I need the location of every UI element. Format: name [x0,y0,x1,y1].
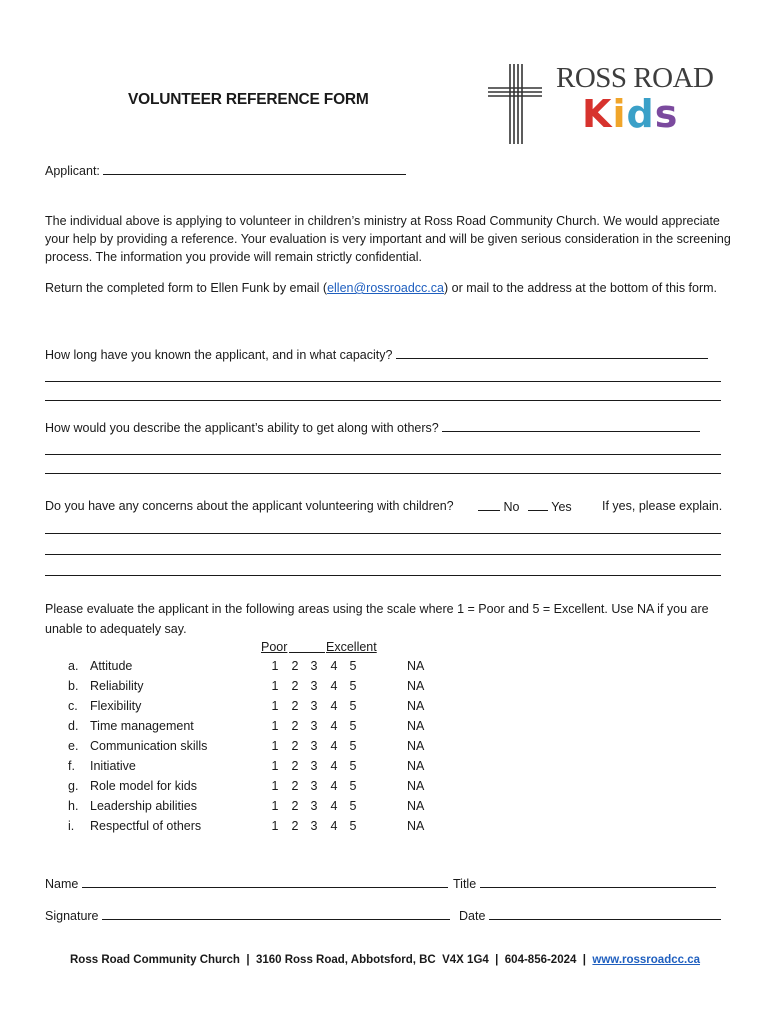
question-known [45,347,708,362]
rating-option-na[interactable]: NA [407,719,425,733]
rating-option-2[interactable]: 2 [291,699,299,713]
answer-line[interactable] [45,473,721,474]
applicant-input-line[interactable] [103,163,406,175]
question-concerns-text: Do you have any concerns about the applicant volunteering with children? [45,499,454,513]
answer-line[interactable] [45,533,721,534]
rating-option-3[interactable]: 3 [310,719,318,733]
rating-option-na[interactable]: NA [407,759,425,773]
date-input-line[interactable] [489,908,721,920]
rating-option-2[interactable]: 2 [291,779,299,793]
item-letter: a. [68,659,79,673]
rating-row [0,659,770,679]
rating-option-1[interactable]: 1 [271,739,279,753]
answer-line[interactable] [396,347,708,359]
rating-row [0,739,770,759]
page-title: VOLUNTEER REFERENCE FORM [128,91,369,108]
item-label: Attitude [90,659,133,673]
rating-row [0,759,770,779]
rating-option-1[interactable]: 1 [271,699,279,713]
no-label: No [503,500,520,514]
rating-option-2[interactable]: 2 [291,739,299,753]
footer-address: Ross Road Community Church | 3160 Ross Road, Abbotsford, BC V4X 1G4 | 604-856-2024 | [70,954,593,966]
rating-option-na[interactable]: NA [407,739,425,753]
rating-option-na[interactable]: NA [407,819,425,833]
rating-option-5[interactable]: 5 [349,699,357,713]
title-field[interactable] [453,876,716,891]
rating-option-5[interactable]: 5 [349,779,357,793]
title-label: Title [453,877,477,891]
logo-kids-text [582,92,678,136]
email-link[interactable]: ellen@rossroadcc.ca [327,281,444,295]
rating-option-5[interactable]: 5 [349,719,357,733]
rating-option-3[interactable]: 3 [310,779,318,793]
logo-ross-road-text: ROSS ROAD [556,62,714,94]
item-label: Respectful of others [90,819,202,833]
rating-option-4[interactable]: 4 [330,799,338,813]
rating-option-na[interactable]: NA [407,779,425,793]
intro-paragraph: The individual above is applying to volunteer in children’s ministry at Ross Road Community Church. We would appreciate your help by providing a reference. Your evaluation is very important and will be given serious consideration in the screening process. The information you provide will remain strictly confidential. [45,214,731,264]
item-letter: b. [68,679,79,693]
item-label: Leadership abilities [90,799,198,813]
rating-option-3[interactable]: 3 [310,759,318,773]
rating-option-5[interactable]: 5 [349,739,357,753]
rating-option-4[interactable]: 4 [330,819,338,833]
rating-option-4[interactable]: 4 [330,779,338,793]
rating-option-4[interactable]: 4 [330,739,338,753]
scale-poor-label: Poor [261,640,288,654]
rating-option-na[interactable]: NA [407,799,425,813]
rating-option-na[interactable]: NA [407,679,425,693]
rating-option-4[interactable]: 4 [330,659,338,673]
rating-option-5[interactable]: 5 [349,759,357,773]
return-text: Return the completed form to Ellen Funk by email ( [45,281,328,295]
website-link[interactable]: www.rossroadcc.ca [592,954,700,966]
rating-option-1[interactable]: 1 [271,799,279,813]
rating-row [0,719,770,739]
cross-logo-icon [486,62,544,146]
rating-option-2[interactable]: 2 [291,679,299,693]
item-label: Reliability [90,679,144,693]
rating-row [0,799,770,819]
logo-kids-letter: i [612,92,627,136]
rating-option-1[interactable]: 1 [271,819,279,833]
answer-line[interactable] [45,454,721,455]
rating-option-2[interactable]: 2 [291,719,299,733]
question-get-along [45,420,700,435]
item-letter: c. [68,699,78,713]
logo-kids-letter: K [582,92,613,136]
rating-option-5[interactable]: 5 [349,679,357,693]
name-label: Name [45,877,79,891]
rating-option-na[interactable]: NA [407,659,425,673]
rating-option-3[interactable]: 3 [310,699,318,713]
rating-row [0,679,770,699]
return-text: ) or mail to the address at the bottom of this form. [444,281,718,295]
rating-option-1[interactable]: 1 [271,759,279,773]
rating-option-5[interactable]: 5 [349,659,357,673]
rating-row [0,779,770,799]
item-label: Communication skills [90,739,208,753]
item-label: Role model for kids [90,779,197,793]
item-letter: g. [68,779,79,793]
applicant-label: Applicant: [45,164,100,178]
name-input-line[interactable] [82,876,448,888]
item-label: Initiative [90,759,136,773]
checkbox-line[interactable] [528,499,548,511]
rating-option-3[interactable]: 3 [310,799,318,813]
question-known-text: How long have you known the applicant, and in what capacity? [45,348,393,362]
rating-option-4[interactable]: 4 [330,679,338,693]
yes-label: Yes [551,500,572,514]
signature-field[interactable] [45,908,450,923]
rating-option-4[interactable]: 4 [330,699,338,713]
item-label: Time management [90,719,194,733]
item-label: Flexibility [90,699,142,713]
applicant-field[interactable] [45,163,406,178]
rating-option-3[interactable]: 3 [310,739,318,753]
rating-option-2[interactable]: 2 [291,659,299,673]
logo-kids-letter: d [626,92,655,136]
rating-option-3[interactable]: 3 [310,679,318,693]
item-letter: d. [68,719,79,733]
concerns-no-option[interactable] [478,499,519,514]
answer-line[interactable] [45,381,721,382]
concerns-yes-option[interactable] [528,499,572,514]
evaluation-intro: Please evaluate the applicant in the following areas using the scale where 1 = Poor and 5 = Excellent. Use NA if you are unable to adequately say. [45,602,709,636]
checkbox-line[interactable] [478,499,500,511]
rating-option-1[interactable]: 1 [271,779,279,793]
rating-option-1[interactable]: 1 [271,659,279,673]
question-get-along-text: How would you describe the applicant’s ability to get along with others? [45,421,439,435]
logo-kids-letter: s [654,92,679,136]
signature-label: Signature [45,909,99,923]
footer [0,954,770,966]
explain-prompt: If yes, please explain. [602,499,723,513]
signature-input-line[interactable] [102,908,450,920]
rating-option-2[interactable]: 2 [291,799,299,813]
item-letter: h. [68,799,79,813]
rating-option-1[interactable]: 1 [271,719,279,733]
rating-row [0,699,770,719]
rating-row [0,819,770,839]
date-label: Date [459,909,486,923]
rating-option-na[interactable]: NA [407,699,425,713]
rating-option-5[interactable]: 5 [349,799,357,813]
rating-option-4[interactable]: 4 [330,719,338,733]
answer-line[interactable] [45,575,721,576]
rating-option-5[interactable]: 5 [349,819,357,833]
rating-option-2[interactable]: 2 [291,819,299,833]
item-letter: i. [68,819,75,833]
rating-option-3[interactable]: 3 [310,819,318,833]
rating-option-2[interactable]: 2 [291,759,299,773]
return-instructions [45,279,735,297]
answer-line[interactable] [45,554,721,555]
scale-excellent-label: Excellent [326,640,377,654]
rating-option-4[interactable]: 4 [330,759,338,773]
item-letter: e. [68,739,79,753]
rating-option-3[interactable]: 3 [310,659,318,673]
item-letter: f. [68,759,75,773]
date-field[interactable] [459,908,721,923]
name-field[interactable] [45,876,448,891]
rating-option-1[interactable]: 1 [271,679,279,693]
scale-underline [289,652,325,653]
answer-line[interactable] [45,400,721,401]
title-input-line[interactable] [480,876,716,888]
answer-line[interactable] [442,420,700,432]
